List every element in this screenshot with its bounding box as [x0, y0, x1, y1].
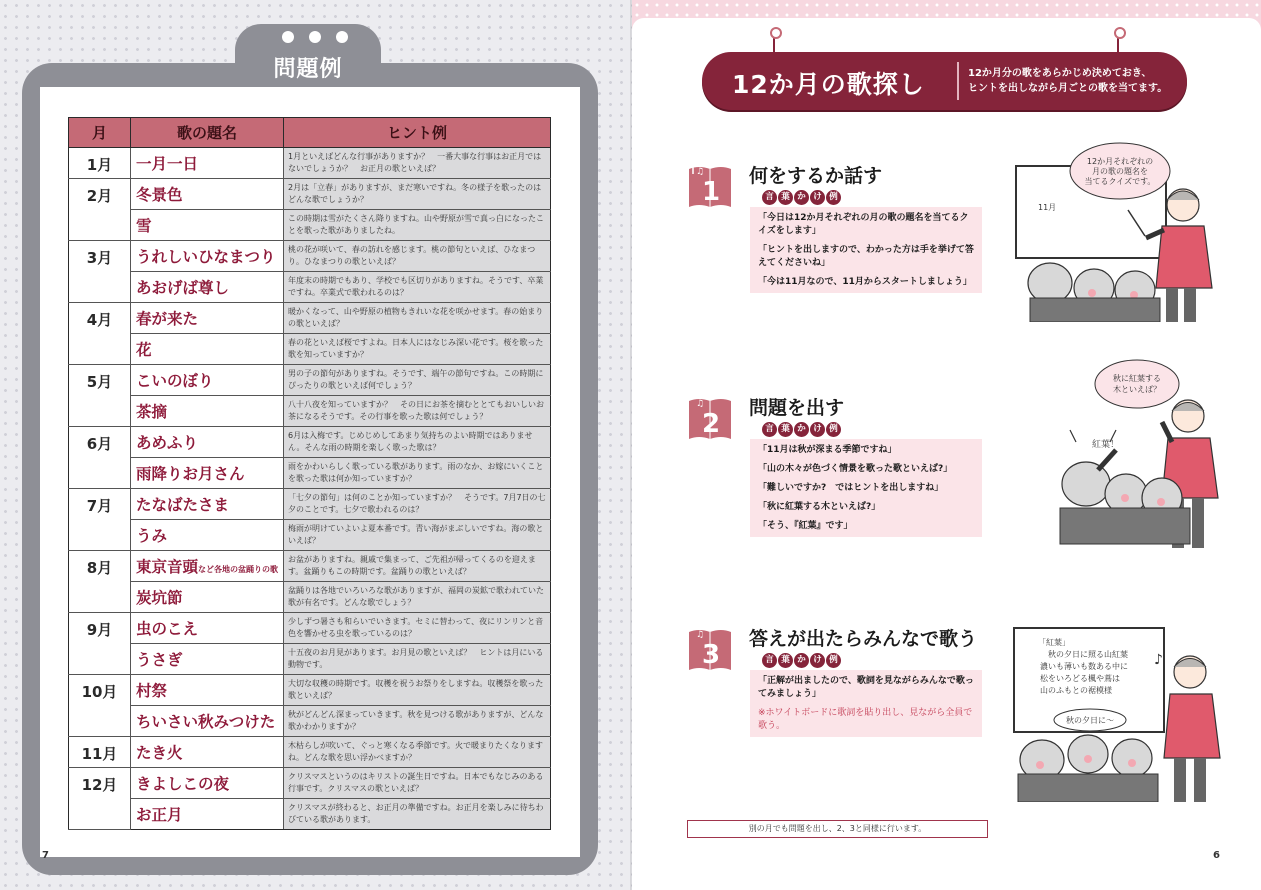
hint-cell: 秋がどんどん深まっていきます。秋を見つける歌がありますが、どんな歌かわかりますか？ — [284, 706, 551, 737]
month-cell: 4月 — [69, 303, 131, 365]
dialogue-line: 「今日は12か月それぞれの月の歌の題名を当てるクイズをします」 — [758, 213, 969, 236]
hint-cell: 春の花といえば桜ですよね。日本人にはなじみ深い花です。桜を歌った歌を知っていますか？ — [284, 334, 551, 365]
hint-cell: 梅雨が明けていよいよ夏本番です。青い海がまぶしいですね。海の歌といえば？ — [284, 520, 551, 551]
song-title-cell — [131, 737, 284, 768]
step-1-number: 1 — [701, 177, 721, 207]
table-row — [69, 427, 551, 458]
song-title-cell — [131, 799, 284, 830]
song-title-cell — [131, 582, 284, 613]
bubble-line: 秋に紅葉する — [1113, 374, 1161, 383]
table-row — [69, 737, 551, 768]
singing-text: 秋の夕日に〜 — [1066, 716, 1114, 725]
hint-cell: 「七夕の節句」は何のことか知っていますか？ そうです。7月7日の七夕のことです。七夕で歌われるのは？ — [284, 489, 551, 520]
song-title: うみ — [136, 527, 168, 545]
table-row — [69, 551, 551, 582]
song-title-cell — [131, 210, 284, 241]
lyrics-line: 松をいろどる楓や蔦は — [1040, 674, 1120, 683]
step-2-heading: 問題を出す — [749, 397, 845, 419]
hint-cell: 八十八夜を知っていますか？ その日にお茶を摘むととてもおいしいお茶になるそうです。その行事を歌った歌は何でしょう？ — [284, 396, 551, 427]
song-title: 虫のこえ — [136, 620, 199, 638]
song-title: 一月一日 — [136, 155, 199, 173]
hint-cell: お盆がありますね。親戚で集まって、ご先祖が帰ってくるのを迎えます。盆踊りもこの時期です。盆踊りの歌といえば？ — [284, 551, 551, 582]
step-3-heading: 答えが出たらみんなで歌う — [749, 628, 978, 650]
step-3-icon — [689, 626, 731, 672]
song-title-cell — [131, 613, 284, 644]
hint-cell: 年度末の時期でもあり、学校でも区切りがありますね。そうです、卒業ですね。卒業式で歌われるのは？ — [284, 272, 551, 303]
song-title: 東京音頭 — [136, 558, 199, 576]
header-hint: ヒント例 — [284, 118, 551, 148]
dialogue-line: 「11月は秋が深まる季節ですね」 — [758, 445, 897, 455]
song-title-cell — [131, 520, 284, 551]
song-title: 茶摘 — [136, 403, 168, 421]
table-row — [69, 799, 551, 830]
dialogue-line: 「そう、『紅葉』です」 — [758, 521, 853, 531]
song-title-cell — [131, 303, 284, 334]
lyrics-line: 濃いも薄いも数ある中に — [1040, 662, 1128, 671]
right-page — [632, 0, 1261, 890]
table-row — [69, 272, 551, 303]
table-row — [69, 489, 551, 520]
table-row — [69, 148, 551, 179]
step-3-number: 3 — [701, 640, 721, 670]
song-title-cell — [131, 241, 284, 272]
month-cell: 8月 — [69, 551, 131, 613]
step-3-note: ※ホワイトボードに歌詞を貼り出し、見ながら全員で歌う。 — [758, 708, 973, 731]
month-cell: 10月 — [69, 675, 131, 737]
table-row — [69, 396, 551, 427]
svg-text:♫: ♫ — [696, 399, 705, 409]
hint-cell: 6月は入梅です。じめじめしてあまり気持ちのよい時期ではありません。そんな雨の時期を楽しく歌った歌は？ — [284, 427, 551, 458]
step-2-dialogue — [750, 439, 982, 537]
song-title: あめふり — [136, 434, 199, 452]
song-title-cell — [131, 675, 284, 706]
hint-cell: 十五夜のお月見があります。お月見の歌といえば？ ヒントは月にいる動物です。 — [284, 644, 551, 675]
month-cell: 2月 — [69, 179, 131, 241]
title-banner — [702, 52, 1187, 110]
song-title-cell — [131, 179, 284, 210]
kotoba-label: 言 葉 か け 例 — [762, 190, 841, 205]
bubble-line: 12か月それぞれの — [1086, 157, 1154, 166]
hint-cell: クリスマスというのはキリストの誕生日ですね。日本でもなじみのある行事です。クリスマスの歌といえば？ — [284, 768, 551, 799]
table-row — [69, 303, 551, 334]
decor-dot — [309, 31, 321, 43]
song-title-cell — [131, 396, 284, 427]
song-title: 春が来た — [136, 310, 199, 328]
month-cell: 5月 — [69, 365, 131, 427]
song-title: うれしいひなまつり — [136, 248, 276, 266]
song-title: ちいさい秋みつけた — [136, 713, 276, 731]
step-1-icon — [689, 163, 731, 209]
bubble-line: 木といえば？ — [1113, 385, 1161, 394]
hint-cell: 2月は「立春」がありますが、まだ寒いですね。冬の様子を歌ったのはどんな歌でしょうか？ — [284, 179, 551, 210]
bubble-line: 月の歌の題名を — [1092, 167, 1148, 176]
song-title-cell — [131, 768, 284, 799]
song-title-cell — [131, 489, 284, 520]
table-row — [69, 179, 551, 210]
svg-text:♫: ♫ — [696, 167, 705, 177]
table-row — [69, 613, 551, 644]
hint-cell: 雨をかわいらしく歌っている歌があります。雨のなか、お嫁にいくことを歌った歌は何か知っていますか？ — [284, 458, 551, 489]
banner-description — [968, 66, 1178, 96]
song-title: たき火 — [136, 744, 183, 762]
answer-text: 紅葉！ — [1092, 440, 1120, 450]
lyrics-line: 山のふもとの裾模様 — [1040, 686, 1112, 695]
song-title: こいのぼり — [136, 372, 214, 390]
hint-cell: 少しずつ暑さも和らいでいきます。セミに替わって、夜にリンリンと音色を響かせる虫を歌っているのは？ — [284, 613, 551, 644]
table-row — [69, 768, 551, 799]
song-title-cell — [131, 706, 284, 737]
svg-text:♪: ♪ — [1154, 652, 1163, 668]
hint-cell: クリスマスが終わると、お正月の準備ですね。お正月を楽しみに待ちわびている歌があります。 — [284, 799, 551, 830]
table-header-row — [69, 118, 551, 148]
table-row — [69, 706, 551, 737]
banner-hanger — [1117, 33, 1119, 53]
banner-desc-line: 12か月分の歌をあらかじめ決めておき、 — [968, 68, 1152, 79]
table-row — [69, 210, 551, 241]
banner-hanger — [773, 33, 775, 53]
bubble-line: 当てるクイズです。 — [1084, 177, 1156, 186]
dialogue-line: 「正解が出ましたので、歌詞を見ながらみんなで歌ってみましょう」 — [758, 676, 974, 699]
song-title: 冬景色 — [136, 186, 183, 204]
banner-divider — [957, 62, 959, 100]
song-title-cell — [131, 334, 284, 365]
song-title-cell — [131, 365, 284, 396]
song-title: お正月 — [136, 806, 183, 824]
illustration-singing-together — [1000, 620, 1225, 802]
song-note: など各地の盆踊りの歌 — [198, 565, 279, 574]
step-1-heading: 何をするか話す — [749, 165, 883, 187]
header-song: 歌の題名 — [131, 118, 284, 148]
panel-title: 問題例 — [273, 57, 343, 82]
month-cell: 1月 — [69, 148, 131, 179]
top-band — [632, 0, 1261, 30]
illustration-whiteboard-quiz — [1000, 138, 1225, 322]
lyrics-line: 秋の夕日に照る山紅葉 — [1048, 650, 1128, 659]
song-title-cell — [131, 427, 284, 458]
dialogue-line: 「山の木々が色づく情景を歌った歌といえば?」 — [758, 464, 953, 474]
kotoba-label: 言 葉 か け 例 — [762, 653, 841, 668]
page-title: 12か月の歌探し — [732, 70, 925, 99]
song-title-cell — [131, 148, 284, 179]
table-row — [69, 582, 551, 613]
table-row — [69, 334, 551, 365]
hint-cell: この時期は雪がたくさん降りますね。山や野原が雪で真っ白になったことを歌った歌がありましたね。 — [284, 210, 551, 241]
hint-cell: 盆踊りは各地でいろいろな歌がありますが、福岡の炭鉱で歌われていた歌が有名です。どんな歌でしょう？ — [284, 582, 551, 613]
song-title: うさぎ — [136, 651, 183, 669]
table-row — [69, 241, 551, 272]
table-row — [69, 675, 551, 706]
table-row — [69, 365, 551, 396]
dialogue-line: 「秋に紅葉する木といえば?」 — [758, 502, 881, 512]
dialogue-line: 「ヒントを出しますので、わかった方は手を挙げて答えてくださいね」 — [758, 245, 974, 268]
step-2-number: 2 — [701, 409, 721, 439]
month-cell: 7月 — [69, 489, 131, 551]
header-month: 月 — [69, 118, 131, 148]
month-cell: 12月 — [69, 768, 131, 830]
kotoba-label: 言 葉 か け 例 — [762, 422, 841, 437]
svg-text:♫: ♫ — [696, 630, 705, 640]
table-row — [69, 458, 551, 489]
footnote: 別の月でも問題を出し、2、3と同様に行います。 — [687, 820, 988, 838]
decor-dot — [336, 31, 348, 43]
song-title: あおげば尊し — [136, 279, 230, 297]
board-text: 11月 — [1038, 203, 1057, 212]
table-row — [69, 644, 551, 675]
hint-cell: 桃の花が咲いて、春の訪れを感じます。桃の節句といえば、ひなまつり。ひなまつりの歌といえば？ — [284, 241, 551, 272]
hint-cell: 木枯らしが吹いて、ぐっと寒くなる季節です。火で暖まりたくなりますね。どんな歌を思い浮かべますか？ — [284, 737, 551, 768]
dialogue-line: 「今は11月なので、11月からスタートしましょう」 — [758, 277, 972, 287]
hint-cell: 男の子の節句がありますね。そうです、端午の節句ですね。この時期にぴったりの歌といえば何でしょう？ — [284, 365, 551, 396]
song-title-cell — [131, 272, 284, 303]
song-title: たなばたさま — [136, 496, 230, 514]
page-number: 6 — [1213, 850, 1220, 861]
hint-cell: 1月といえばどんな行事がありますか？ 一番大事な行事はお正月ではないでしょうか？ お正月の歌といえば？ — [284, 148, 551, 179]
dialogue-line: 「難しいですか? ではヒントを出しますね」 — [758, 483, 944, 493]
song-title: きよしこの夜 — [136, 775, 230, 793]
month-cell: 3月 — [69, 241, 131, 303]
song-title: 雪 — [136, 217, 152, 235]
song-title: 雨降りお月さん — [136, 465, 245, 483]
song-title: 村祭 — [136, 682, 168, 700]
lyrics-line: 「紅葉」 — [1038, 638, 1070, 647]
step-3-dialogue — [750, 670, 982, 737]
illustration-asking-question — [1012, 358, 1222, 548]
month-cell: 11月 — [69, 737, 131, 768]
decor-dot — [282, 31, 294, 43]
month-cell: 6月 — [69, 427, 131, 489]
song-title: 炭坑節 — [136, 589, 183, 607]
song-title: 花 — [136, 341, 152, 359]
song-title-cell — [131, 458, 284, 489]
step-1-dialogue — [750, 207, 982, 293]
page-number: 7 — [42, 850, 49, 861]
step-2-icon — [689, 395, 731, 441]
month-cell: 9月 — [69, 613, 131, 675]
table-row — [69, 520, 551, 551]
song-title-cell — [131, 551, 284, 582]
hint-cell: 暖かくなって、山や野原の植物もきれいな花を咲かせます。春の始まりの歌といえば？ — [284, 303, 551, 334]
problem-table — [68, 117, 551, 830]
banner-desc-line: ヒントを出しながら月ごとの歌を当てます。 — [968, 83, 1168, 94]
hint-cell: 大切な収穫の時期です。収穫を祝うお祭りをしますね。収穫祭を歌った歌といえば？ — [284, 675, 551, 706]
song-title-cell — [131, 644, 284, 675]
